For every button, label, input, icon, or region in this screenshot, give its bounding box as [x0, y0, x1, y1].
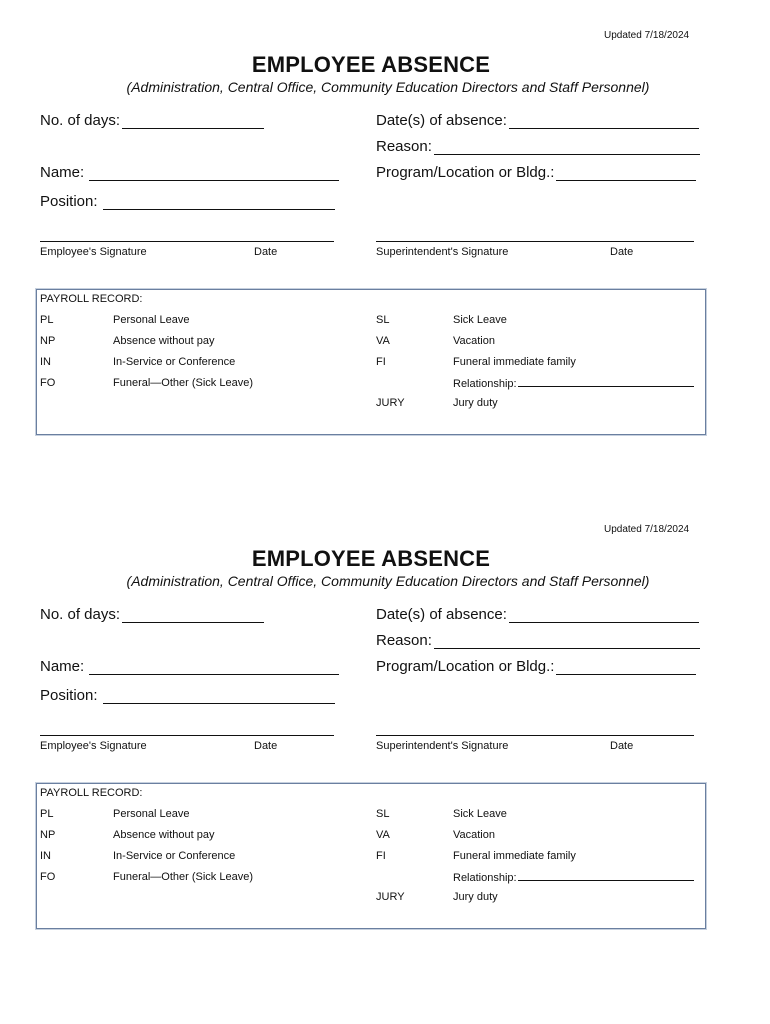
code-in: IN: [40, 356, 51, 368]
employee-date-label: Date: [254, 740, 278, 752]
position-field[interactable]: [40, 687, 335, 704]
payroll-heading: PAYROLL RECORD:: [40, 787, 143, 799]
desc-jury-duty: Jury duty: [453, 397, 498, 409]
reason-field[interactable]: [376, 138, 700, 155]
program-location-line[interactable]: [556, 166, 696, 181]
dates-of-absence-line[interactable]: [509, 114, 699, 129]
relationship-line[interactable]: [518, 377, 694, 387]
reason-line[interactable]: [434, 140, 700, 155]
desc-vacation: Vacation: [453, 829, 495, 841]
desc-funeral-other: Funeral—Other (Sick Leave): [113, 871, 253, 883]
dates-of-absence-label: Date(s) of absence:: [376, 112, 507, 129]
program-location-field[interactable]: [376, 164, 696, 181]
code-va: VA: [376, 335, 390, 347]
code-jury: JURY: [376, 891, 405, 903]
code-va: VA: [376, 829, 390, 841]
form-subtitle: (Administration, Central Office, Community Education Directors and Staff Personnel): [126, 573, 650, 589]
reason-field[interactable]: [376, 632, 700, 649]
employee-signature-label: Employee's Signature: [40, 740, 147, 752]
updated-date: Updated 7/18/2024: [604, 30, 690, 41]
updated-date: Updated 7/18/2024: [604, 524, 690, 535]
code-fo: FO: [40, 871, 56, 883]
code-jury: JURY: [376, 397, 405, 409]
name-field[interactable]: [40, 164, 339, 181]
desc-personal-leave: Personal Leave: [113, 314, 190, 326]
payroll-heading: PAYROLL RECORD:: [40, 293, 143, 305]
desc-absence-without-pay: Absence without pay: [113, 829, 215, 841]
position-label: Position:: [40, 687, 98, 704]
superintendent-signature-line[interactable]: [376, 241, 694, 242]
payroll-record-box: [36, 289, 706, 435]
superintendent-date-label: Date: [610, 246, 634, 258]
desc-sick-leave: Sick Leave: [453, 808, 507, 820]
absence-form-1: [0, 0, 770, 440]
desc-sick-leave: Sick Leave: [453, 314, 507, 326]
form-subtitle: (Administration, Central Office, Community Education Directors and Staff Personnel): [126, 79, 650, 95]
name-field[interactable]: [40, 658, 339, 675]
superintendent-signature-line[interactable]: [376, 735, 694, 736]
no-of-days-line[interactable]: [122, 608, 264, 623]
name-line[interactable]: [89, 166, 339, 181]
desc-funeral-immediate: Funeral immediate family: [453, 850, 576, 862]
position-label: Position:: [40, 193, 98, 210]
name-line[interactable]: [89, 660, 339, 675]
employee-date-label: Date: [254, 246, 278, 258]
dates-of-absence-label: Date(s) of absence:: [376, 606, 507, 623]
reason-label: Reason:: [376, 632, 432, 649]
dates-of-absence-field[interactable]: [376, 112, 699, 129]
desc-funeral-immediate: Funeral immediate family: [453, 356, 576, 368]
desc-in-service: In-Service or Conference: [113, 850, 236, 862]
employee-signature-label: Employee's Signature: [40, 246, 147, 258]
reason-line[interactable]: [434, 634, 700, 649]
relationship-field[interactable]: [453, 871, 694, 884]
superintendent-signature-label: Superintendent's Signature: [376, 246, 509, 258]
name-label: Name:: [40, 164, 85, 181]
code-pl: PL: [40, 808, 54, 820]
code-in: IN: [40, 850, 51, 862]
employee-signature-line[interactable]: [40, 241, 334, 242]
reason-label: Reason:: [376, 138, 432, 155]
relationship-field[interactable]: [453, 377, 694, 390]
form-title: EMPLOYEE ABSENCE: [251, 546, 491, 571]
absence-form-2: [0, 494, 770, 934]
desc-in-service: In-Service or Conference: [113, 356, 236, 368]
no-of-days-line[interactable]: [122, 114, 264, 129]
superintendent-signature-label: Superintendent's Signature: [376, 740, 509, 752]
code-np: NP: [40, 335, 56, 347]
program-location-field[interactable]: [376, 658, 696, 675]
code-sl: SL: [376, 314, 390, 326]
desc-funeral-other: Funeral—Other (Sick Leave): [113, 377, 253, 389]
program-location-label: Program/Location or Bldg.:: [376, 658, 555, 675]
program-location-line[interactable]: [556, 660, 696, 675]
position-field[interactable]: [40, 193, 335, 210]
dates-of-absence-field[interactable]: [376, 606, 699, 623]
position-line[interactable]: [103, 689, 335, 704]
relationship-label: Relationship:: [453, 378, 517, 390]
name-label: Name:: [40, 658, 85, 675]
form-title: EMPLOYEE ABSENCE: [251, 52, 491, 77]
relationship-line[interactable]: [518, 871, 694, 881]
payroll-record-box: [36, 783, 706, 929]
code-np: NP: [40, 829, 56, 841]
relationship-label: Relationship:: [453, 872, 517, 884]
desc-jury-duty: Jury duty: [453, 891, 498, 903]
code-fi: FI: [376, 850, 386, 862]
desc-personal-leave: Personal Leave: [113, 808, 190, 820]
code-fo: FO: [40, 377, 56, 389]
code-fi: FI: [376, 356, 386, 368]
no-of-days-field[interactable]: [40, 606, 264, 623]
program-location-label: Program/Location or Bldg.:: [376, 164, 555, 181]
desc-absence-without-pay: Absence without pay: [113, 335, 215, 347]
employee-signature-line[interactable]: [40, 735, 334, 736]
code-pl: PL: [40, 314, 54, 326]
no-of-days-label: No. of days:: [40, 112, 121, 129]
dates-of-absence-line[interactable]: [509, 608, 699, 623]
no-of-days-field[interactable]: [40, 112, 264, 129]
superintendent-date-label: Date: [610, 740, 634, 752]
position-line[interactable]: [103, 195, 335, 210]
no-of-days-label: No. of days:: [40, 606, 121, 623]
code-sl: SL: [376, 808, 390, 820]
desc-vacation: Vacation: [453, 335, 495, 347]
